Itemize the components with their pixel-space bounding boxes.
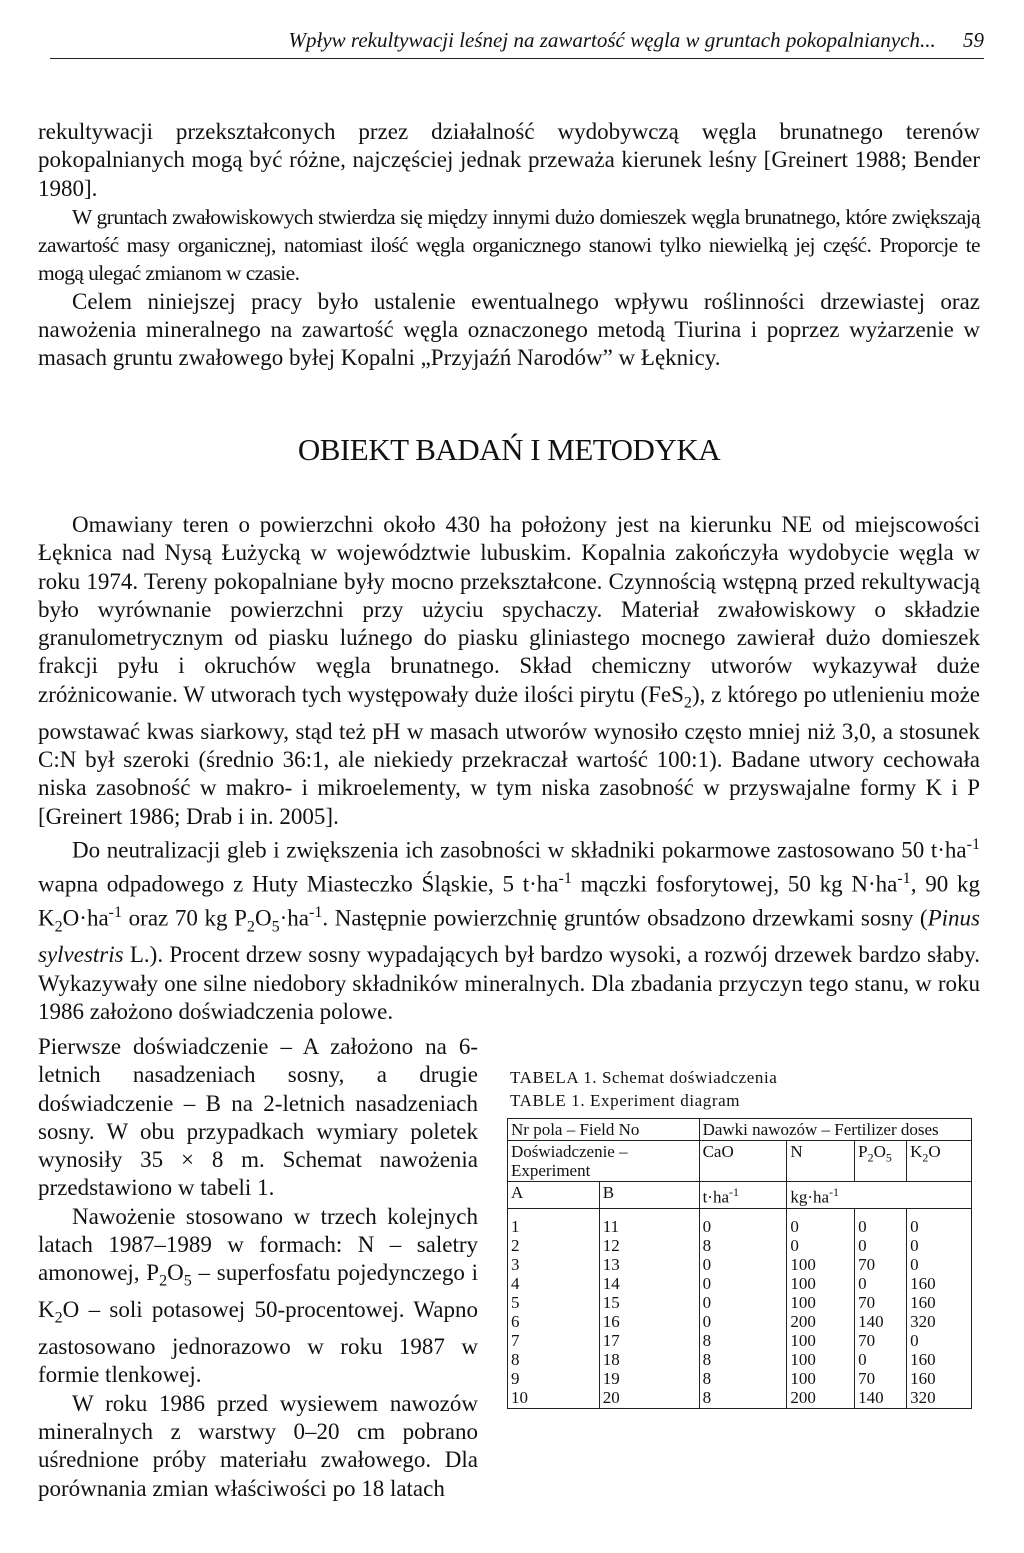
subscript: 5 — [183, 1272, 192, 1290]
text-run: Do neutralizacji gleb i zwiększenia ich zasobności w składniki pokarmowe zastosowano 50 t·ha — [72, 837, 967, 863]
table-cell: 140 — [858, 1311, 884, 1331]
table-cell: 100 — [790, 1254, 816, 1274]
table-cell: 0 — [858, 1273, 867, 1293]
table-bottom-edge — [508, 1408, 600, 1409]
col-k2o — [907, 1208, 972, 1408]
table-cell: 7 — [511, 1330, 520, 1350]
text-run: O — [928, 1142, 941, 1161]
table-cell: 8 — [702, 1330, 712, 1350]
table-cell: 4 — [511, 1273, 520, 1293]
text-run: . Następnie powierzchnię gruntów obsadzono drzewkami sosny ( — [322, 905, 928, 931]
table-cell: 8 — [702, 1368, 712, 1388]
table-header-row — [508, 1182, 972, 1209]
subscript: 2 — [246, 918, 255, 936]
table-cell: 320 — [910, 1311, 936, 1331]
methods-text — [38, 511, 980, 1026]
superscript: -1 — [309, 903, 323, 921]
table-cell: 100 — [790, 1368, 816, 1388]
superscript: -1 — [966, 835, 980, 853]
table-cell: 0 — [858, 1349, 867, 1369]
table-cell: 10 — [511, 1387, 528, 1407]
superscript: -1 — [829, 1185, 839, 1199]
subscript: 2 — [922, 1150, 929, 1165]
col-p2o5 — [855, 1208, 907, 1408]
table-cell: 0 — [702, 1292, 712, 1312]
experiment-table — [507, 1118, 972, 1409]
page-number: 59 — [963, 28, 984, 52]
table-cell: 2 — [511, 1235, 520, 1255]
table-cell: 0 — [858, 1235, 867, 1255]
table-cell: 200 — [790, 1387, 816, 1407]
table-cell: 16 — [602, 1311, 620, 1331]
table-cell: 0 — [702, 1216, 712, 1236]
text-run: ), z którego po utlenieniu może powstawać kwas siarkowy, stąd też pH w masach utworów wynosiło często mniej niż 3,0, a stosunek C:N był szeroki (średnio 36:1, ale niekiedy przekraczał wartość 100:1). Badane utwory cechowała niska zasobność w makro- i mikroelementy, w tym niska zasobność w przyswajalne formy K i P [Greinert 1986; Drab i in. 2005]. — [38, 681, 980, 829]
text-run: wapna odpadowego z Huty Miasteczko Śląskie, 5 t·ha — [38, 871, 559, 897]
table-cell: 320 — [910, 1387, 936, 1407]
table-cell: 1 — [511, 1216, 520, 1236]
species-name: Pinus sylvestris — [38, 905, 980, 968]
table-cell: 100 — [790, 1273, 816, 1293]
header-k2o — [907, 1141, 972, 1182]
unit-cao — [699, 1182, 787, 1209]
table-cell: 8 — [702, 1235, 712, 1255]
table-cell: 160 — [910, 1349, 936, 1369]
left-column-text — [38, 1033, 478, 1503]
table-cell: 0 — [790, 1216, 799, 1236]
subscript: 2 — [159, 1272, 168, 1290]
col-n — [787, 1208, 855, 1408]
table-bottom-edge — [699, 1408, 787, 1409]
table-cell: 12 — [602, 1235, 620, 1255]
table-bottom-row — [508, 1408, 972, 1409]
table-bottom-edge — [599, 1408, 699, 1409]
table-cell: 15 — [602, 1292, 620, 1312]
subscript: 2 — [683, 694, 692, 712]
table-cell: 160 — [910, 1368, 936, 1388]
subscript: 5 — [271, 918, 280, 936]
table-cell: 18 — [602, 1349, 620, 1369]
intro-text — [38, 118, 980, 373]
table-cell: 0 — [702, 1273, 712, 1293]
methods-paragraph-2 — [38, 831, 980, 1026]
table-cell: 100 — [790, 1292, 816, 1312]
col-b — [599, 1208, 699, 1408]
col-cao — [699, 1208, 787, 1408]
running-header — [50, 28, 984, 59]
table-cell: 3 — [511, 1254, 520, 1274]
header-p2o5 — [855, 1141, 907, 1182]
intro-paragraph-1: rekultywacji przekształconych przez działalność wydobywczą węgla brunatnego terenów pokopalnianych mogą być różne, najczęściej jednak przeważa kierunek leśny [Greinert 1988; Bender 1980]. — [38, 119, 980, 201]
subscript: 2 — [54, 918, 63, 936]
table-body-row — [508, 1208, 972, 1408]
methods-paragraph-1 — [38, 511, 980, 831]
text-run: ·ha — [279, 905, 309, 931]
header-fertilizer-doses: Dawki nawozów – Fertilizer doses — [699, 1119, 971, 1141]
table-cell: 0 — [910, 1216, 919, 1236]
left-paragraph-3: W roku 1986 przed wysiewem nawozów mineralnych z warstwy 0–20 cm pobrano uśrednione próby materiału zwałowego. Dla porównania zmian właściwości po 18 latach — [38, 1390, 478, 1501]
text-run: O – soli potasowej 50-procentowej. Wapno zastosowano jednorazowo w roku 1987 w formie tlenkowej. — [38, 1297, 478, 1388]
text-run: O·ha — [62, 905, 109, 931]
table-cell: 13 — [602, 1254, 620, 1274]
table-cell: 5 — [511, 1292, 520, 1312]
table-cell: 70 — [858, 1368, 876, 1388]
table-caption-en: TABLE 1. Experiment diagram — [510, 1091, 741, 1110]
text-run: kg·ha — [790, 1187, 830, 1207]
table-cell: 0 — [910, 1254, 919, 1274]
subscript: 5 — [885, 1150, 892, 1165]
table-cell: 0 — [790, 1235, 799, 1255]
col-a — [508, 1208, 600, 1408]
table-cell: 8 — [702, 1387, 712, 1407]
table-bottom-edge — [855, 1408, 907, 1409]
table-cell: 20 — [602, 1387, 620, 1407]
header-experiment: Doświadczenie – Experiment — [508, 1141, 700, 1182]
table-cell: 0 — [858, 1216, 867, 1236]
table-cell: 70 — [858, 1330, 876, 1350]
text-run: Nawożenie stosowano w trzech kolejnych latach 1987–1989 w formach: N – saletry amonowej, P — [38, 1203, 478, 1286]
left-paragraph-2 — [38, 1203, 478, 1390]
table-header-row — [508, 1141, 972, 1182]
table-cell: 9 — [511, 1368, 520, 1388]
left-paragraph-1: Pierwsze doświadczenie – A założono na 6-letnich nasadzeniach sosny, a drugie doświadczenie – B na 2-letnich nasadzeniach sosny. W obu przypadkach wymiary poletek wynosiły 35 × 8 m. Schemat nawożenia przedstawiono w tabeli 1. — [38, 1034, 478, 1201]
text-run: oraz 70 kg P — [122, 905, 247, 931]
subscript: 2 — [867, 1150, 874, 1165]
text-run: O — [167, 1260, 184, 1286]
table-cell: 6 — [511, 1311, 520, 1331]
header-cao: CaO — [699, 1141, 787, 1182]
table-cell: 100 — [790, 1330, 816, 1350]
superscript: -1 — [897, 869, 911, 887]
table-header-row — [508, 1119, 972, 1141]
table-bottom-edge — [787, 1408, 855, 1409]
text-run: Omawiany teren o powierzchni około 430 ha położony jest na kierunku NE od miejscowości Łęknica nad Nysą Łużycką w województwie lubuskim. Kopalnia zakończyła wydobycie węgla w roku 1974. Tereny pokopalniane były mocno przekształcone. Czynnością wstępną przed rekultywacją było wyrównanie powierzchni przy użyciu spychaczy. Materiał zwałowiskowy o składzie granulometrycznym od piasku luźnego do piasku gliniastego mocnego zawierał dużo domieszek frakcji pyłu i okruchów węgla brunatnego. Skład chemiczny utworów wykazywał duże zróżnicowanie. W utworach tych występowały duże ilości pirytu (FeS — [38, 512, 980, 707]
table-cell: 19 — [602, 1368, 620, 1388]
table-caption-pl: TABELA 1. Schemat doświadczenia — [510, 1068, 778, 1087]
header-a: A — [508, 1182, 600, 1209]
table-cell: 14 — [602, 1273, 620, 1293]
intro-paragraph-2: W gruntach zwałowiskowych stwierdza się między innymi dużo domieszek węgla brunatnego, które zwiększają zawartość masy organicznej, natomiast ilość węgla organicznego stanowi tylko niewielką jej część. Proporcje te mogą ulegać zmianom w czasie. — [38, 204, 980, 286]
superscript: -1 — [729, 1185, 739, 1199]
header-field-no: Nr pola – Field No — [508, 1119, 700, 1141]
table-cell: 140 — [858, 1387, 884, 1407]
intro-paragraph-3: Celem niniejszej pracy było ustalenie ewentualnego wpływu roślinności drzewiastej oraz nawożenia mineralnego na zawartość węgla oznaczonego metodą Tiurina i poprzez wyżarzenie w masach gruntu zwałowego byłej Kopalni „Przyjaźń Narodów” w Łęknicy. — [38, 288, 980, 371]
table-cell: 11 — [602, 1216, 620, 1236]
section-heading: OBIEKT BADAŃ I METODYKA — [297, 432, 721, 467]
superscript: -1 — [558, 869, 572, 887]
table-bottom-edge — [907, 1408, 972, 1409]
table-cell: 200 — [790, 1311, 816, 1331]
table-cell: 100 — [790, 1349, 816, 1369]
table-cell: 70 — [858, 1292, 876, 1312]
table-cell: 0 — [702, 1254, 712, 1274]
text-run: O — [873, 1142, 886, 1161]
header-b: B — [599, 1182, 699, 1209]
table-cell: 0 — [910, 1235, 919, 1255]
table-cell: 8 — [702, 1349, 712, 1369]
text-run: mączki fosforytowej, 50 kg N·ha — [571, 871, 898, 897]
table-cell: 160 — [910, 1273, 936, 1293]
table-cell: 160 — [910, 1292, 936, 1312]
table-cell: 8 — [511, 1349, 520, 1369]
text-run: t·ha — [702, 1187, 730, 1207]
subscript: 2 — [54, 1309, 63, 1327]
table-cell: 0 — [910, 1330, 919, 1350]
text-run: – superfosfatu pojedynczego i K — [38, 1260, 478, 1323]
header-n: N — [787, 1141, 855, 1182]
text-run: P — [858, 1142, 868, 1161]
table-cell: 0 — [702, 1311, 712, 1331]
superscript: -1 — [108, 903, 123, 921]
text-run: , 90 kg K — [38, 871, 980, 931]
unit-npk — [787, 1182, 972, 1209]
text-run: O — [254, 905, 272, 931]
table-cell: 17 — [602, 1330, 620, 1350]
running-title: Wpływ rekultywacji leśnej na zawartość węgla w gruntach pokopalnianych... — [288, 28, 936, 52]
table-cell: 70 — [858, 1254, 876, 1274]
text-run: K — [910, 1142, 923, 1161]
text-run: L.). Procent drzew sosny wypadających był bardzo wysoki, a rozwój drzewek bardzo słaby. Wykazywały one silne niedobory składników mineralnych. Dla zbadania przyczyn tego stanu, w roku 1986 założono doświadczenia polowe. — [38, 942, 980, 1024]
